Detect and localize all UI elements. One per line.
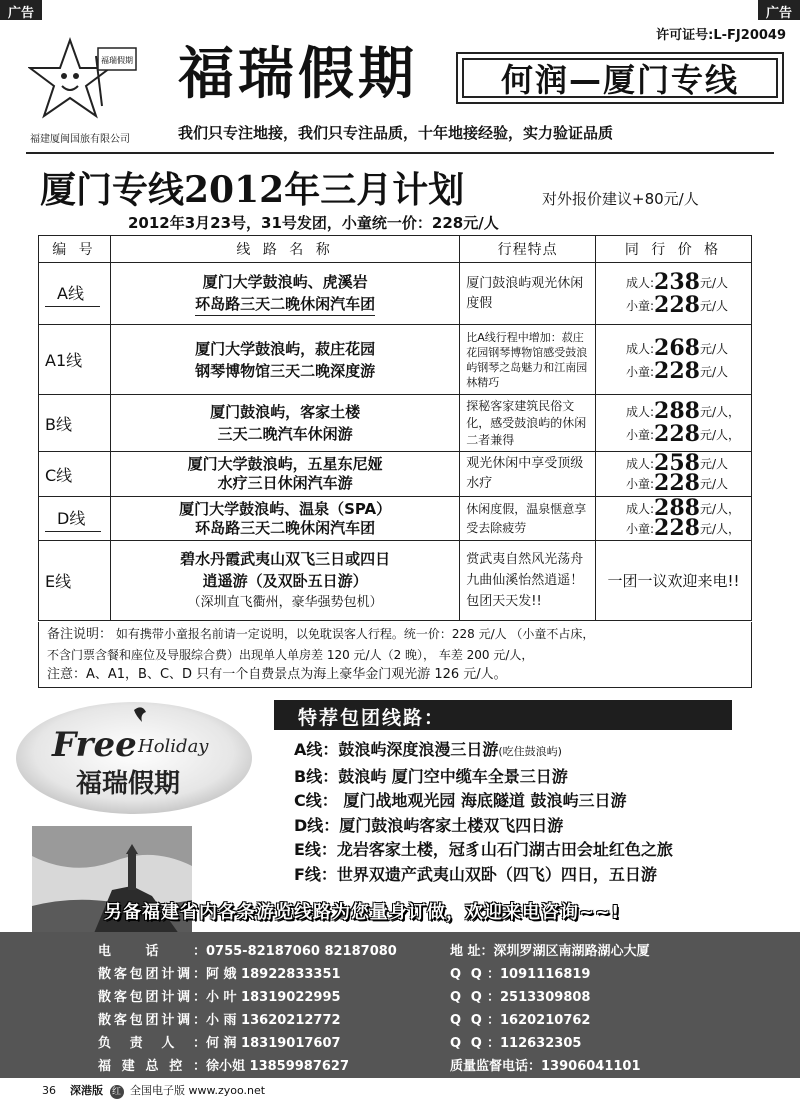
ad-label-left: 广告 [0,0,42,20]
route-name-line1: 厦门大学鼓浪屿、虎溪岩 [202,273,368,291]
page-footer [42,1082,265,1099]
table-row [39,541,752,621]
remarks-line3: 注意：A、A1，B、C、D 只有一个自费景点为海上豪华金门观光游 126 元/人。 [47,667,507,682]
list-item: F线：世界双遗产武夷山双卧（四飞）四日，五日游 [294,864,657,884]
brand-title: 福瑞假期 [178,41,418,107]
route-id: B线 [39,395,111,452]
price-note: 对外报价建议+80元/人 [542,190,699,208]
company-name: 福建厦闽国旅有限公司 [30,134,130,145]
route-feature: 厦门鼓浪屿观光休闲度假 [460,263,596,325]
route-name-line2: 钢琴博物馆三天二晚深度游 [195,361,376,380]
route-name-line2: 环岛路三天二晚休闲汽车团 [195,518,376,537]
remarks-line1: 如有携带小童报名前请一定说明，以免耽误客人行程。统一价：228 元/人 （小童不占床， [115,627,595,641]
route-id: A1线 [39,325,111,395]
contact-row: 福建总控：徐小姐 13859987627 质量监督电话：13906041101 [98,1059,641,1074]
child-price: 小童:228元/人 [626,291,729,318]
table-row [39,325,752,395]
route-id: C线 [39,452,111,497]
plan-title: 厦门专线2012年三月计划 [40,169,465,211]
flag-text: 福瑞假期 [101,56,133,65]
route-name-line1: 厦门大学鼓浪屿、温泉（SPA） [179,499,392,518]
adult-price: 成人:288元/人， [626,494,741,521]
callout-text: 另备福建省内各条游览线路为您量身订做，欢迎来电咨询~~! [104,902,621,923]
lighthouse-icon [128,854,136,890]
list-item: B线：鼓浪屿 厦门空中缆车全景三日游 [294,766,568,786]
ad-label-right: 广告 [758,0,800,20]
free-holiday-logo [14,700,254,820]
adult-price: 成人:288元/人， [626,398,741,424]
remarks-line2: 不含门票含餐和座位及导服综合费）出现单人单房差 120 元/人（2 晚）， 车差 200 元/人， [47,648,534,662]
route-name-line2: 环岛路三天二晚休闲汽车团 [195,293,375,316]
route-feature: 赏武夷自然风光荡舟九曲仙溪怡然逍遥！包团天天发!! [460,541,596,621]
adult-price: 成人:258元/人 [626,450,729,476]
route-name-line2: 三天二晚汽车休闲游 [217,425,353,443]
star-mascot-logo [28,36,138,128]
contact-row: 负责人：何 润 18319017607 Q Q：112632305 [98,1036,582,1051]
header-id: 编 号 [39,236,111,263]
departure-date-line: 2012年3月23号，31号发团，小童统一价：228元/人 [128,214,499,232]
route-feature: 观光休闲中享受顶级水疗 [460,452,596,497]
line-name-box [456,52,784,104]
route-name-line2: 水疗三日休闲汽车游 [217,474,353,492]
contact-row: 电话：0755-82187060 82187080 地 址：深圳罗湖区南湖路湖心大厦 [98,944,650,959]
route-name-line1: 厦门鼓浪屿，客家土楼 [210,403,361,421]
page-number: 36 [42,1084,56,1097]
contact-row: 散客包团计调：阿 娥 18922833351 Q Q：1091116819 [98,967,591,982]
adult-price: 成人:268元/人 [626,334,729,361]
table-row [39,497,752,541]
license-number: 许可证号:L-FJ20049 [656,28,786,43]
child-price: 小童:228元/人， [626,421,741,447]
contact-panel [0,932,800,1078]
remarks-box [38,622,752,688]
route-id: A线 [45,281,100,307]
edition-label: 深港版 [70,1084,103,1097]
route-name-line1: 碧水丹霞武夷山双飞三日或四日 [180,549,391,568]
table-header-row [39,236,752,263]
list-item: C线： 厦门战地观光园 海底隧道 鼓浪屿三日游 [294,791,627,810]
route-name-line1: 厦门大学鼓浪屿，菽庄花园 [195,339,376,358]
adult-price: 成人:238元/人 [626,268,729,295]
child-price: 小童:228元/人， [626,514,741,541]
child-price: 小童:228元/人 [626,357,729,384]
header-price: 同 行 价 格 [596,236,752,263]
price-negotiable: 一团一议欢迎来电!! [596,541,752,621]
route-price-table [38,235,752,621]
free-script-text: Free [52,725,137,765]
header-route: 线 路 名 称 [110,236,459,263]
header-feature: 行程特点 [460,236,596,263]
table-row [39,395,752,452]
edition-badge-icon: 红 [110,1085,124,1099]
table-row [39,452,752,497]
contact-row: 散客包团计调：小 叶 18319022995 Q Q：2513309808 [98,990,591,1005]
header-divider [26,152,774,154]
recommend-title: 特荐包团线路： [274,700,732,730]
route-name-line1: 厦门大学鼓浪屿，五星东尼娅 [187,455,383,473]
line-name: 何润—厦门专线 [462,58,778,98]
route-name-line2: 逍遥游（及双卧五日游） [202,571,368,590]
route-id: D线 [45,506,101,532]
recommend-list [294,738,673,887]
list-item: E线：龙岩客家土楼，冠豸山石门湖古田会址红色之旅 [294,840,673,859]
route-feature: 休闲度假，温泉惬意享受去除疲劳 [460,497,596,541]
remarks-label: 备注说明： [47,627,113,642]
route-feature: 探秘客家建筑民俗文化，感受鼓浪屿的休闲二者兼得 [460,395,596,452]
list-item: A线：鼓浪屿深度浪漫三日游(吃住鼓浪屿) [294,740,562,759]
route-name-line3: （深圳直飞衢州，豪华强势包机） [187,594,383,610]
contact-row: 散客包团计调：小 雨 13620212772 Q Q：1620210762 [98,1013,591,1028]
free-holiday-cn: 福瑞假期 [76,769,181,799]
route-feature: 比A线行程中增加：菽庄花园钢琴博物馆感受鼓浪屿钢琴之岛魅力和江南园林精巧 [460,325,596,395]
child-price: 小童:228元/人 [626,470,729,496]
site-link[interactable]: 全国电子版 www.zyoo.net [130,1084,266,1097]
holiday-text: Holiday [138,736,209,757]
slogan: 我们只专注地接，我们只专注品质，十年地接经验，实力验证品质 [178,124,614,142]
list-item: D线：厦门鼓浪屿客家土楼双飞四日游 [294,815,564,835]
route-id: E线 [39,541,111,621]
table-row [39,263,752,325]
